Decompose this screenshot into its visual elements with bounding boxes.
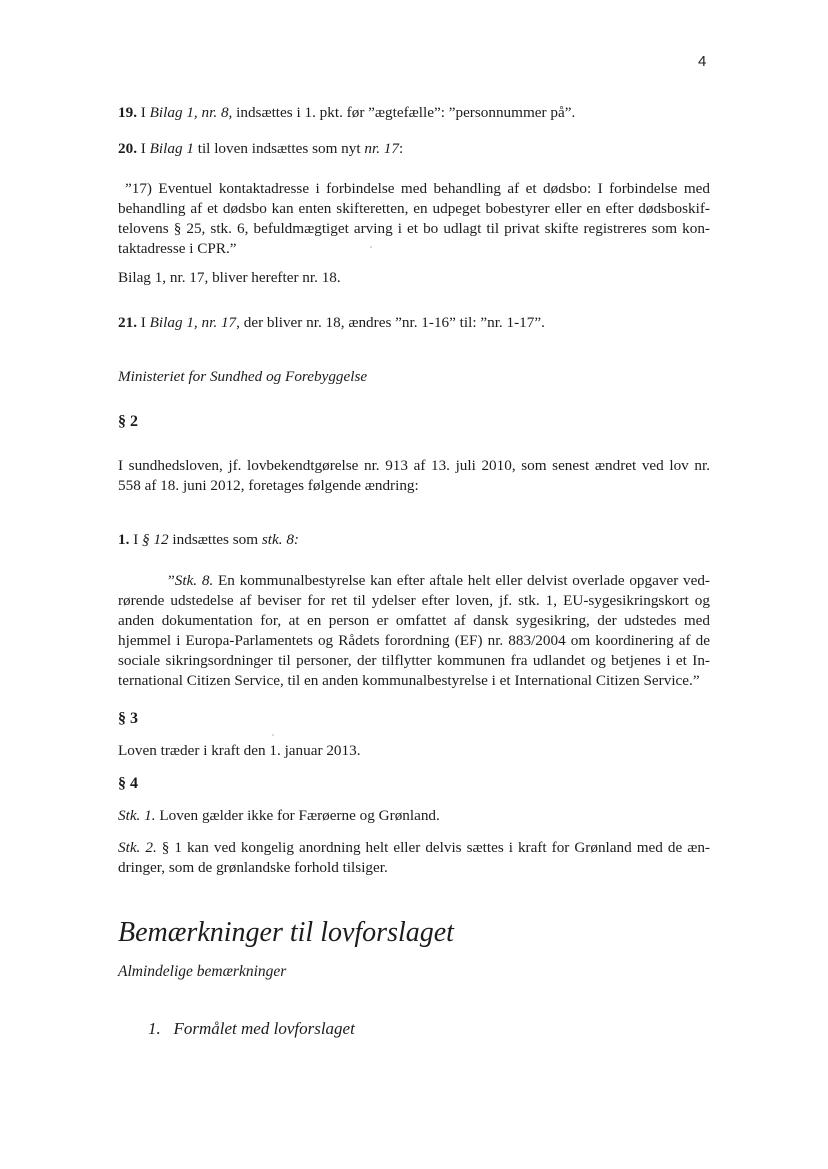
section-2-body	[118, 456, 710, 496]
section-heading-3: § 3	[118, 710, 138, 727]
quote-line: sociale sikringsordninger til personer, der tilflytter kommunen fra udlandet og betjenes i et In-	[118, 652, 710, 669]
stk-text: Loven gælder ikke for Færøerne og Grønland.	[155, 807, 440, 824]
amendment-item-20	[118, 139, 710, 159]
section-heading-4: § 4	[118, 775, 138, 792]
item-number: 20.	[118, 140, 137, 157]
item-reference: Bilag 1, nr. 8,	[149, 104, 233, 121]
quote-line: ternational Citizen Service, til en anden kommunalbestyrelse i et International Citizen Service.”	[118, 672, 700, 689]
bilag-note: Bilag 1, nr. 17, bliver herefter nr. 18.	[118, 269, 341, 286]
section-4-stk-1	[118, 806, 710, 826]
item-number: 19.	[118, 104, 137, 121]
page-number: 4	[698, 53, 707, 70]
section-3-body: Loven træder i kraft den 1. januar 2013.	[118, 742, 361, 759]
item-text: der bliver nr. 18, ændres ”nr. 1-16” til: ”nr. 1-17”.	[239, 314, 545, 331]
quote-line: hjemmel i Europa-Parlamentets og Rådets forordning (EF) nr. 883/2004 om koordinering af de	[118, 632, 710, 649]
item-number: 1.	[118, 531, 130, 548]
section-heading-2: § 2	[118, 413, 138, 430]
item-reference: stk. 8:	[261, 531, 299, 548]
remarks-title: Bemærkninger til lovforslaget	[118, 917, 454, 948]
item-reference: Bilag 1, nr. 17,	[149, 314, 240, 331]
stk-label: Stk. 8.	[174, 572, 214, 589]
amendment-item-1	[118, 530, 710, 550]
amendment-item-21	[118, 313, 710, 333]
scan-speck	[370, 246, 372, 248]
scan-speck	[272, 734, 274, 736]
quote-line: ”17) Eventuel kontaktadresse i forbindelse med behandling af et dødsbo: I forbindelse med	[125, 180, 710, 197]
remarks-subtitle: Almindelige bemærkninger	[118, 963, 287, 980]
quote-line: anden dokumentation for, at en person er omfattet af dansk sygesikring, der udstedes med	[118, 612, 710, 629]
amendment-item-19	[118, 103, 710, 123]
section-title: Formålet med lovforslaget	[173, 1019, 355, 1038]
item-text: indsættes som	[168, 531, 262, 548]
quote-line	[118, 571, 710, 591]
inserted-text-nr-17	[118, 179, 710, 259]
body-line: I sundhedsloven, jf. lovbekendtgørelse nr. 913 af 13. juli 2010, som senest ændret ved lov nr.	[118, 457, 710, 474]
item-text: I	[129, 531, 143, 548]
stk-label: Stk. 2.	[118, 839, 157, 856]
quote-line: behandling af et dødsbo kan enten skifteretten, en udpeget bobestyrer eller en efter dødsboskif-	[118, 200, 710, 217]
item-text: til loven indsættes som nyt	[193, 140, 365, 157]
body-line: 558 af 18. juni 2012, foretages følgende ændring:	[118, 477, 419, 494]
quote-text: En kommunalbestyrelse kan efter aftale helt eller delvist overlade opgaver ved-	[213, 572, 710, 589]
quote-line: telovens § 25, stk. 6, befuldmægtiget arving i et bo udlagt til privat skifte registreres som kon-	[118, 220, 710, 237]
item-text: I	[136, 314, 150, 331]
quote-line: taktadresse i CPR.”	[118, 240, 237, 257]
quote-mark: ”	[168, 572, 175, 589]
item-reference: Bilag 1	[149, 140, 194, 157]
section-4-stk-2	[118, 838, 710, 878]
quote-line: rørende udstedelse af beviser for ret til ydelser efter loven, jf. stk. 1, EU-sygesikringskort og	[118, 592, 710, 609]
stk-line: dringer, som de grønlandske forhold tilsiger.	[118, 859, 388, 876]
item-text: indsættes i 1. pkt. før ”ægtefælle”: ”personnummer på”.	[232, 104, 576, 121]
stk-text: § 1 kan ved kongelig anordning helt eller delvis sættes i kraft for Grønland med de æn-	[156, 839, 710, 856]
item-reference: § 12	[142, 531, 169, 548]
stk-line	[118, 838, 710, 858]
inserted-text-stk-8	[118, 571, 710, 691]
remarks-section-heading	[148, 1019, 740, 1039]
ministry-heading: Ministeriet for Sundhed og Forebyggelse	[118, 368, 368, 385]
item-reference: nr. 17	[364, 140, 399, 157]
item-text: I	[136, 104, 150, 121]
item-text: :	[399, 140, 404, 157]
item-number: 21.	[118, 314, 137, 331]
section-number: 1.	[148, 1019, 161, 1038]
item-text: I	[136, 140, 150, 157]
stk-label: Stk. 1.	[118, 807, 156, 824]
